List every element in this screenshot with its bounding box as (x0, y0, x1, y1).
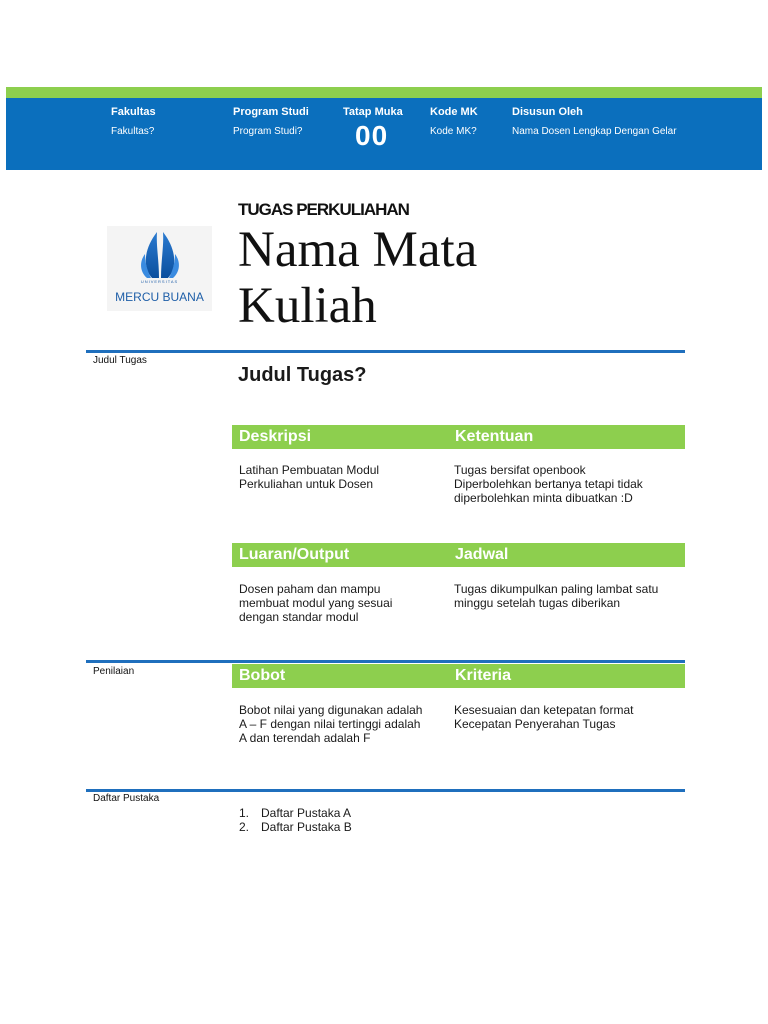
flame-icon (107, 226, 212, 286)
header-kode-mk (430, 106, 478, 137)
list-item (239, 820, 352, 834)
ketentuan-text (454, 463, 679, 505)
list-number: 1. (239, 806, 250, 820)
course-title (238, 222, 658, 334)
luaran-text (239, 582, 444, 624)
bobot-header: Bobot (232, 664, 448, 688)
top-accent-bar (6, 87, 762, 98)
fakultas-label: Fakultas (111, 106, 156, 118)
text-line: dengan standar modul (239, 610, 359, 624)
text-line: Kesesuaian dan ketepatan format (454, 703, 634, 717)
text-line: Tugas dikumpulkan paling lambat satu (454, 582, 659, 596)
header-disusun-oleh (512, 106, 677, 137)
course-title-line1: Nama Mata (238, 222, 478, 278)
task-title: Judul Tugas? (238, 364, 367, 386)
text-line: Latihan Pembuatan Modul (239, 463, 380, 477)
reference-list (239, 806, 352, 834)
course-title-line2: Kuliah (238, 278, 377, 334)
text-line: Dosen paham dan mampu (239, 582, 381, 596)
text-line: minggu setelah tugas diberikan (454, 596, 621, 610)
list-text: Daftar Pustaka B (261, 820, 352, 834)
header-program-studi (233, 106, 309, 137)
jadwal-header: Jadwal (448, 543, 685, 567)
text-line: A – F dengan nilai tertinggi adalah (239, 717, 421, 731)
text-line: Bobot nilai yang digunakan adalah (239, 703, 423, 717)
disusun-oleh-value: Nama Dosen Lengkap Dengan Gelar (512, 126, 677, 137)
disusun-oleh-label: Disusun Oleh (512, 106, 583, 118)
ketentuan-header: Ketentuan (448, 425, 685, 449)
document-type: TUGAS PERKULIAHAN (238, 200, 409, 219)
text-line: membuat modul yang sesuai (239, 596, 393, 610)
text-line: Diperbolehkan bertanya tetapi tidak (454, 477, 643, 491)
kode-mk-label: Kode MK (430, 106, 478, 118)
program-studi-label: Program Studi (233, 106, 309, 118)
luaran-header: Luaran/Output (232, 543, 448, 567)
text-line: diperbolehkan minta dibuatkan :D (454, 491, 633, 505)
header-band (6, 98, 762, 170)
list-item (239, 806, 352, 820)
kriteria-header: Kriteria (448, 664, 685, 688)
kode-mk-value: Kode MK? (430, 126, 477, 137)
header-tatap-muka (343, 106, 403, 152)
list-text: Daftar Pustaka A (261, 806, 352, 820)
jadwal-text (454, 582, 679, 610)
side-label-pustaka: Daftar Pustaka (93, 793, 160, 804)
deskripsi-header: Deskripsi (232, 425, 448, 449)
section-divider (86, 789, 685, 792)
list-number: 2. (239, 820, 250, 834)
text-line: Tugas bersifat openbook (454, 463, 586, 477)
text-line: Perkuliahan untuk Dosen (239, 477, 374, 491)
tatap-muka-label: Tatap Muka (343, 106, 403, 118)
logo-subtext: UNIVERSITAS (140, 279, 179, 284)
bobot-text (239, 703, 444, 745)
side-label-penilaian: Penilaian (93, 666, 135, 677)
kriteria-text (454, 703, 679, 731)
text-line: Kecepatan Penyerahan Tugas (454, 717, 616, 731)
tatap-muka-value: 00 (355, 120, 389, 151)
logo-name: MERCU BUANA (115, 290, 204, 304)
text-line: A dan terendah adalah F (239, 731, 371, 745)
fakultas-value: Fakultas? (111, 126, 155, 137)
program-studi-value: Program Studi? (233, 126, 303, 137)
side-label-judul: Judul Tugas (93, 355, 147, 366)
header-fakultas (111, 106, 156, 137)
section-divider (86, 660, 685, 663)
deskripsi-text (239, 463, 444, 491)
university-logo (107, 226, 212, 311)
section-divider (86, 350, 685, 353)
